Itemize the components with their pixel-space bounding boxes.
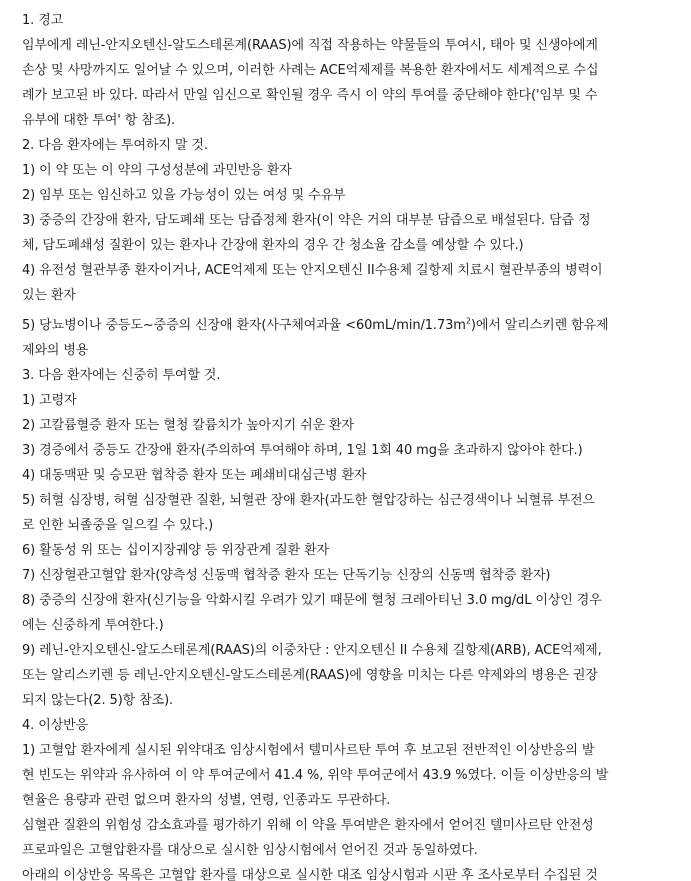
list-item: 2) 임부 또는 임신하고 있을 가능성이 있는 여성 및 수유부 (22, 188, 346, 203)
line-text: )에서 알리스키렌 함유제 (470, 318, 609, 333)
list-item: 7) 신장혈관고혈압 환자(양측성 신동맥 협착증 환자 또는 단독기능 신장의 신동맥 협착증 환자) (22, 568, 551, 583)
paragraph-line: 1) 고혈압 환자에게 실시된 위약대조 임상시험에서 텔미사르탄 투여 후 보고된 전반적인 이상반응의 발 (22, 743, 595, 758)
list-item: 8) 중증의 신장애 환자(신기능을 악화시킬 우려가 있기 때문에 혈청 크레아티닌 3.0 mg/dL 이상인 경우 (22, 593, 602, 608)
list-item: 5) 허혈 심장병, 허혈 심장혈관 질환, 뇌혈관 장애 환자(과도한 혈압강하는 심근경색이나 뇌혈류 부전으 (22, 493, 595, 508)
paragraph-line: 임부에게 레닌-안지오텐신-알도스테론계(RAAS)에 직접 작용하는 약물들의 투여시, 태아 및 신생아에게 (22, 38, 598, 53)
list-item-continuation: 체, 담도폐쇄성 질환이 있는 환자나 간장애 환자의 경우 간 청소율 감소를 예상할 수 있다.) (22, 238, 524, 253)
paragraph-line: 현 빈도는 위약과 유사하여 이 약 투여군에서 41.4 %, 위약 투여군에서 43.9 %였다. 이들 이상반응의 발 (22, 768, 609, 783)
list-item: 6) 활동성 위 또는 십이지장궤양 등 위장관계 질환 환자 (22, 543, 330, 558)
list-item: 2) 고칼륨혈증 환자 또는 혈청 칼륨치가 높아지기 쉬운 환자 (22, 418, 354, 433)
paragraph-line: 심혈관 질환의 위험성 감소효과를 평가하기 위해 이 약을 투여받은 환자에서 얻어진 텔미사르탄 안전성 (22, 818, 594, 833)
list-item-continuation: 있는 환자 (22, 288, 76, 303)
list-item (22, 318, 609, 334)
list-item: 3) 중증의 간장애 환자, 담도폐쇄 또는 담즙정체 환자(이 약은 거의 대부분 담즙으로 배설된다. 담즙 정 (22, 213, 591, 228)
section-heading-precautions: 3. 다음 환자에는 신중히 투여할 것. (22, 368, 221, 383)
paragraph-line: 유부에 대한 투여' 항 참조). (22, 113, 176, 128)
list-item: 4) 대동맥판 및 승모판 협착증 환자 또는 폐쇄비대심근병 환자 (22, 468, 367, 483)
list-item: 1) 이 약 또는 이 약의 구성성분에 과민반응 환자 (22, 163, 292, 178)
paragraph-line: 례가 보고된 바 있다. 따라서 만일 임신으로 확인될 경우 즉시 이 약의 투여를 중단해야 한다('임부 및 수 (22, 88, 598, 103)
superscript: 2 (465, 316, 471, 326)
list-item: 4) 유전성 혈관부종 환자이거나, ACE억제제 또는 안지오텐신 II수용체 길항제 치료시 혈관부종의 병력이 (22, 263, 603, 278)
section-heading-warning: 1. 경고 (22, 13, 64, 28)
section-heading-adverse-reactions: 4. 이상반응 (22, 718, 89, 733)
paragraph-line: 손상 및 사망까지도 일어날 수 있으며, 이러한 사례는 ACE억제제를 복용한 환자에서도 세계적으로 수십 (22, 63, 599, 78)
list-item-continuation: 되지 않는다(2. 5)항 참조). (22, 693, 174, 708)
list-item-continuation: 에는 신중하게 투여한다.) (22, 618, 164, 633)
line-text: 5) 당뇨병이나 중등도~중증의 신장애 환자(사구체여과율 <60mL/min/1.73m (22, 318, 466, 333)
list-item: 1) 고령자 (22, 393, 77, 408)
paragraph-line: 현율은 용량과 관련 없으며 환자의 성별, 연령, 인종과도 무관하다. (22, 793, 391, 808)
paragraph-line-cut-off: 아래의 이상반응 목록은 고혈압 환자를 대상으로 실시한 대조 임상시험과 시판 후 조사로부터 수집된 것 (22, 868, 598, 881)
section-heading-contraindications: 2. 다음 환자에는 투여하지 말 것. (22, 138, 208, 153)
list-item-continuation: 제와의 병용 (22, 343, 89, 358)
paragraph-line: 프로파일은 고혈압환자를 대상으로 실시한 임상시험에서 얻어진 것과 동일하였다. (22, 843, 478, 858)
list-item: 3) 경증에서 중등도 간장애 환자(주의하여 투여해야 하며, 1일 1회 40 mg을 초과하지 않아야 한다.) (22, 443, 583, 458)
list-item: 9) 레닌-안지오텐신-알도스테론계(RAAS)의 이중차단 : 안지오텐신 II 수용체 길항제(ARB), ACE억제제, (22, 643, 602, 658)
list-item-continuation: 또는 알리스키렌 등 레닌-안지오텐신-알도스테론계(RAAS)에 영향을 미치는 다른 약제와의 병용은 권장 (22, 668, 598, 683)
list-item-continuation: 로 인한 뇌졸중을 일으킬 수 있다.) (22, 518, 214, 533)
